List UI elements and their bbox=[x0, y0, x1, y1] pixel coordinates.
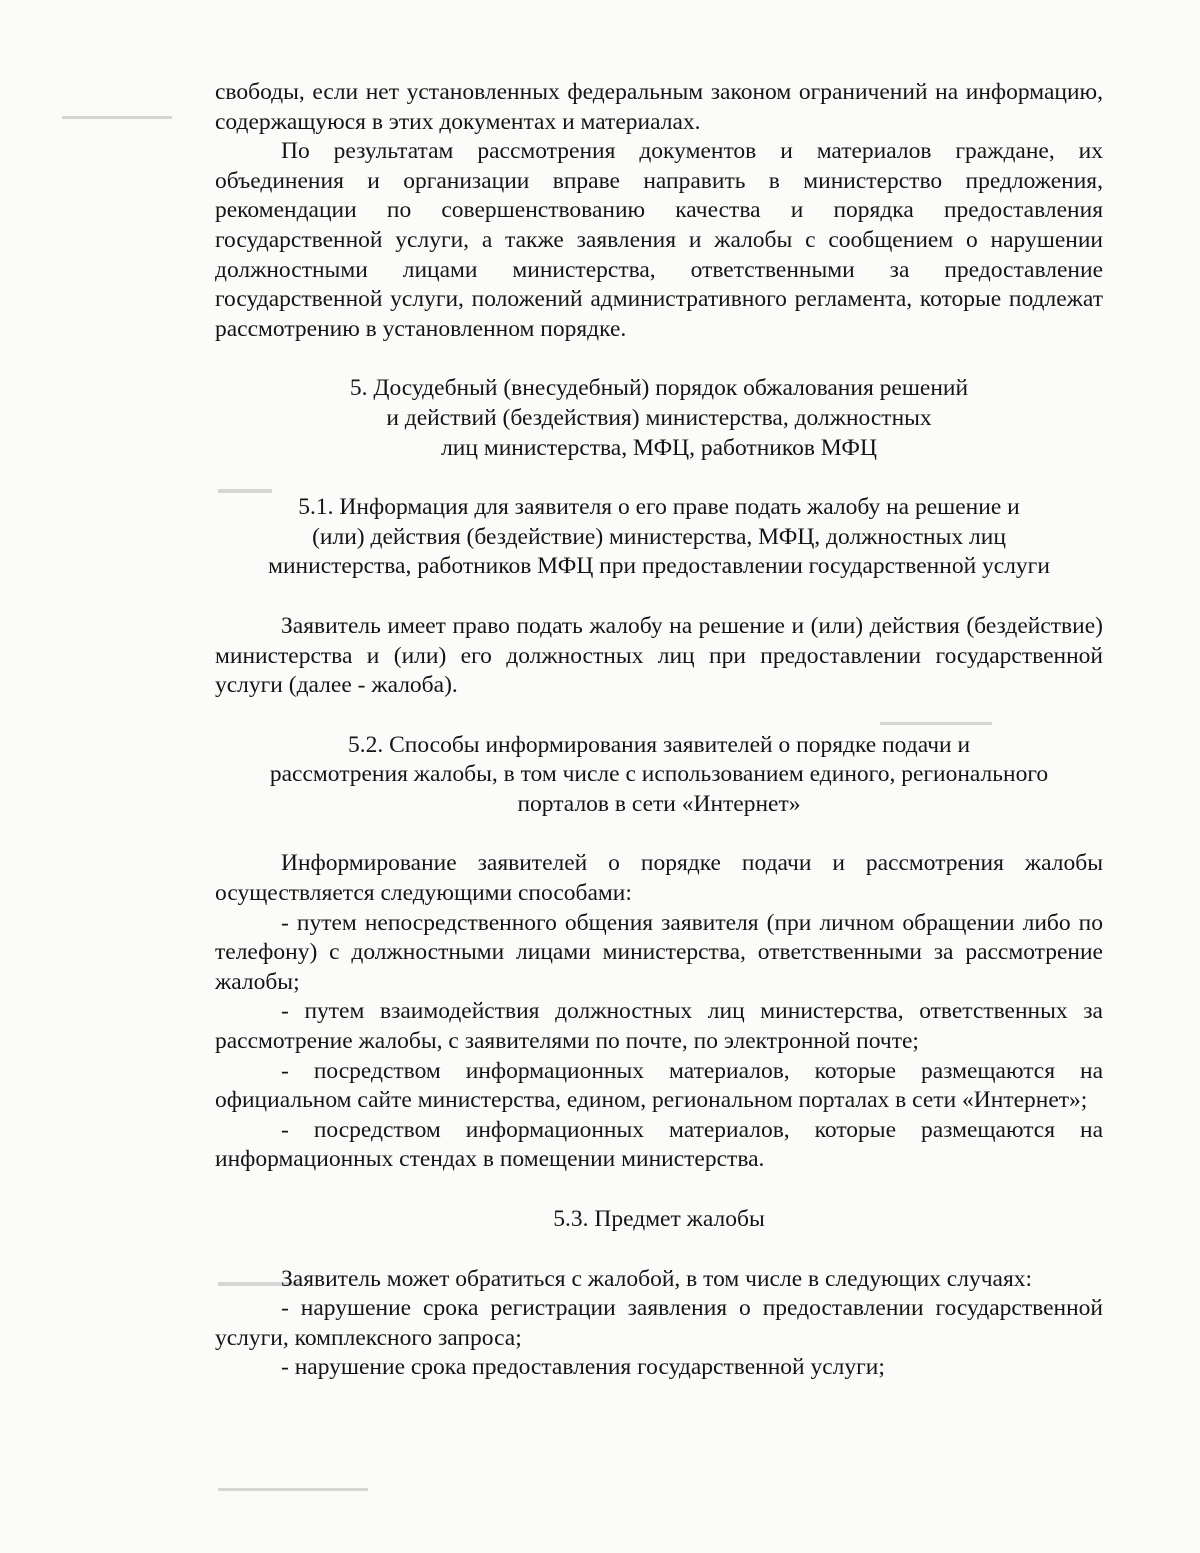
heading-line: 5.3. Предмет жалобы bbox=[553, 1206, 765, 1232]
heading-line: (или) действия (бездействие) министерства, МФЦ, должностных лиц bbox=[312, 523, 1006, 550]
heading-line: и действий (бездействия) министерства, должностных bbox=[386, 404, 932, 431]
scan-artifact bbox=[218, 1488, 368, 1491]
list-item: - посредством информационных материалов, которые размещаются на информационных стендах в помещении министерства. bbox=[215, 1116, 1103, 1173]
heading-line: рассмотрения жалобы, в том числе с использованием единого, регионального bbox=[269, 761, 1049, 788]
section-5-2-heading bbox=[215, 731, 1103, 820]
heading-line: 5.2. Способы информирования заявителей о порядке подачи и bbox=[347, 731, 971, 758]
section-5-heading bbox=[215, 374, 1103, 463]
heading-line: министерства, работников МФЦ при предоставлении государственной услуги bbox=[268, 553, 1050, 580]
review-paragraph: По результатам рассмотрения документов и материалов граждане, их объединения и организации вправе направить в министерство предложения, рекомендации по совершенствованию качества и порядка предоставления государственной услуги, а также заявления и жалобы с сообщением о нарушении должностными лицами министерства, ответственными за предоставление государственной услуги, положений административного регламента, которые подлежат рассмотрению в установленном порядке. bbox=[215, 138, 1103, 342]
list-item: - путем взаимодействия должностных лиц министерства, ответственных за рассмотрение жалобы, с заявителями по почте, по электронной почте; bbox=[215, 998, 1103, 1055]
section-5-2-intro: Информирование заявителей о порядке подачи и рассмотрения жалобы осуществляется следующими способами: bbox=[215, 850, 1103, 907]
list-item: - посредством информационных материалов, которые размещаются на официальном сайте министерства, едином, региональном порталах в сети «Интернет»; bbox=[215, 1057, 1103, 1114]
heading-line: 5.1. Информация для заявителя о его праве подать жалобу на решение и bbox=[298, 494, 1020, 521]
intro-paragraph: свободы, если нет установленных федеральным законом ограничений на информацию, содержащуюся в этих документах и материалах. bbox=[215, 79, 1103, 135]
heading-line: 5. Досудебный (внесудебный) порядок обжалования решений bbox=[349, 375, 969, 402]
section-5-1-paragraph: Заявитель имеет право подать жалобу на решение и (или) действия (бездействие) министерства и (или) его должностных лиц при предоставлении государственной услуги (далее - жалоба). bbox=[215, 612, 1103, 699]
section-5-3-intro: Заявитель может обратиться с жалобой, в том числе в следующих случаях: bbox=[281, 1265, 1033, 1292]
section-5-3-heading bbox=[215, 1205, 1103, 1235]
list-item: - путем непосредственного общения заявителя (при личном обращении либо по телефону) с должностными лицами министерства, ответственными за рассмотрение жалобы; bbox=[215, 909, 1103, 995]
section-5-1-heading bbox=[215, 493, 1103, 582]
document-body bbox=[215, 78, 1103, 1383]
list-item: - нарушение срока регистрации заявления о предоставлении государственной услуги, комплексного запроса; bbox=[215, 1295, 1103, 1351]
scan-artifact bbox=[62, 116, 172, 119]
heading-line: лиц министерства, МФЦ, работников МФЦ bbox=[441, 434, 877, 461]
list-item: - нарушение срока предоставления государственной услуги; bbox=[281, 1354, 885, 1381]
heading-line: порталов в сети «Интернет» bbox=[517, 790, 801, 817]
